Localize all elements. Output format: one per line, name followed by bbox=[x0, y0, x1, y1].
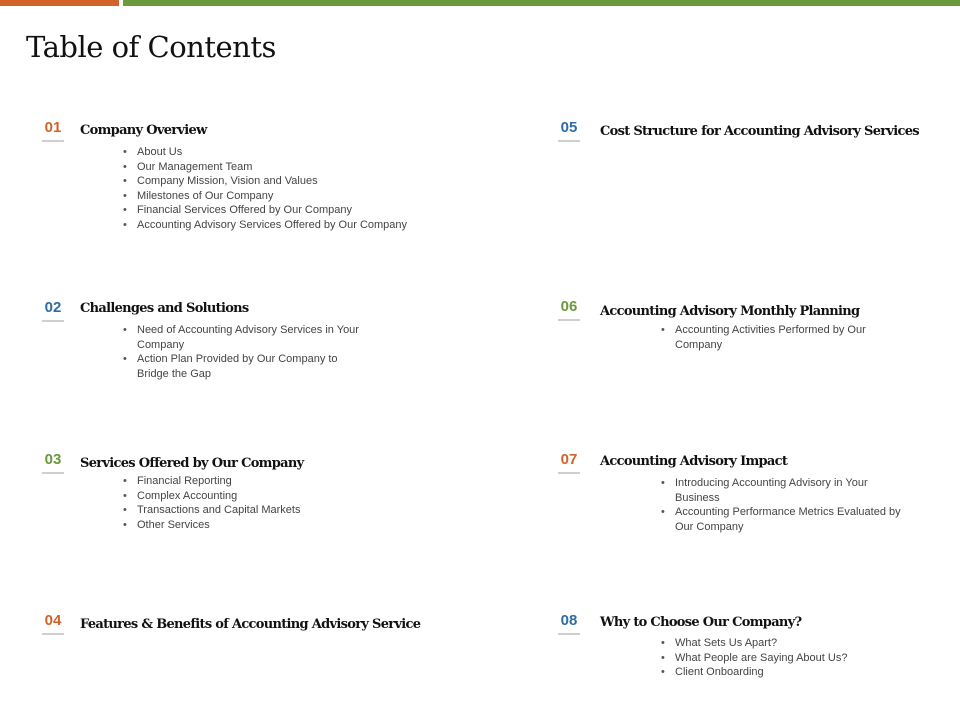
top-accent-bar-orange bbox=[0, 0, 119, 6]
section-number-underline bbox=[42, 140, 64, 142]
toc-section-04[interactable] bbox=[42, 612, 502, 642]
toc-section-01[interactable] bbox=[42, 119, 502, 269]
section-heading: Features & Benefits of Accounting Advisory Service bbox=[80, 617, 421, 632]
list-item: • Introducing Accounting Advisory in Your Business bbox=[660, 476, 915, 505]
top-accent-bar-green bbox=[123, 0, 960, 6]
section-number: 08 bbox=[560, 612, 578, 629]
section-heading: Why to Choose Our Company? bbox=[600, 615, 802, 630]
list-item: • Company Mission, Vision and Values bbox=[122, 174, 492, 189]
page-title: Table of Contents bbox=[26, 30, 276, 64]
list-item: • Accounting Advisory Services Offered by Our Company bbox=[122, 218, 492, 233]
section-number-underline bbox=[558, 140, 580, 142]
list-item: • Our Management Team bbox=[122, 160, 492, 175]
toc-section-03[interactable] bbox=[42, 451, 502, 551]
section-number-underline bbox=[558, 633, 580, 635]
section-bullet-list bbox=[122, 145, 492, 232]
section-heading: Services Offered by Our Company bbox=[80, 456, 304, 471]
section-number: 02 bbox=[44, 299, 62, 316]
section-number-underline bbox=[42, 633, 64, 635]
list-item: • Other Services bbox=[122, 518, 422, 533]
section-number: 01 bbox=[44, 119, 62, 136]
section-number-underline bbox=[558, 319, 580, 321]
section-number: 04 bbox=[44, 612, 62, 629]
section-number: 03 bbox=[44, 451, 62, 468]
section-number: 07 bbox=[560, 451, 578, 468]
section-bullet-list bbox=[660, 636, 915, 680]
list-item: • About Us bbox=[122, 145, 492, 160]
section-bullet-list bbox=[660, 476, 915, 534]
section-number-underline bbox=[42, 320, 64, 322]
toc-section-02[interactable] bbox=[42, 299, 502, 399]
section-bullet-list bbox=[122, 323, 362, 381]
list-item: • Client Onboarding bbox=[660, 665, 915, 680]
section-heading: Cost Structure for Accounting Advisory Services bbox=[600, 124, 919, 139]
list-item: • Financial Reporting bbox=[122, 474, 422, 489]
section-number-underline bbox=[42, 472, 64, 474]
section-number-underline bbox=[558, 472, 580, 474]
section-heading: Accounting Advisory Impact bbox=[600, 454, 788, 469]
list-item: • What Sets Us Apart? bbox=[660, 636, 915, 651]
toc-section-08[interactable] bbox=[558, 612, 948, 692]
section-number: 06 bbox=[560, 298, 578, 315]
list-item: • Need of Accounting Advisory Services in Your Company bbox=[122, 323, 362, 352]
list-item: • Complex Accounting bbox=[122, 489, 422, 504]
toc-section-05[interactable] bbox=[558, 119, 948, 149]
toc-section-07[interactable] bbox=[558, 451, 948, 541]
section-bullet-list bbox=[122, 474, 422, 532]
list-item: • Milestones of Our Company bbox=[122, 189, 492, 204]
list-item: • Financial Services Offered by Our Company bbox=[122, 203, 492, 218]
list-item: • Action Plan Provided by Our Company to Bridge the Gap bbox=[122, 352, 362, 381]
list-item: • Transactions and Capital Markets bbox=[122, 503, 422, 518]
section-heading: Accounting Advisory Monthly Planning bbox=[600, 304, 860, 319]
section-number: 05 bbox=[560, 119, 578, 136]
list-item: • What People are Saying About Us? bbox=[660, 651, 915, 666]
section-heading: Challenges and Solutions bbox=[80, 301, 249, 316]
section-heading: Company Overview bbox=[80, 123, 207, 138]
list-item: • Accounting Activities Performed by Our Company bbox=[660, 323, 875, 352]
list-item: • Accounting Performance Metrics Evaluated by Our Company bbox=[660, 505, 915, 534]
section-bullet-list bbox=[660, 323, 875, 352]
toc-section-06[interactable] bbox=[558, 298, 948, 368]
